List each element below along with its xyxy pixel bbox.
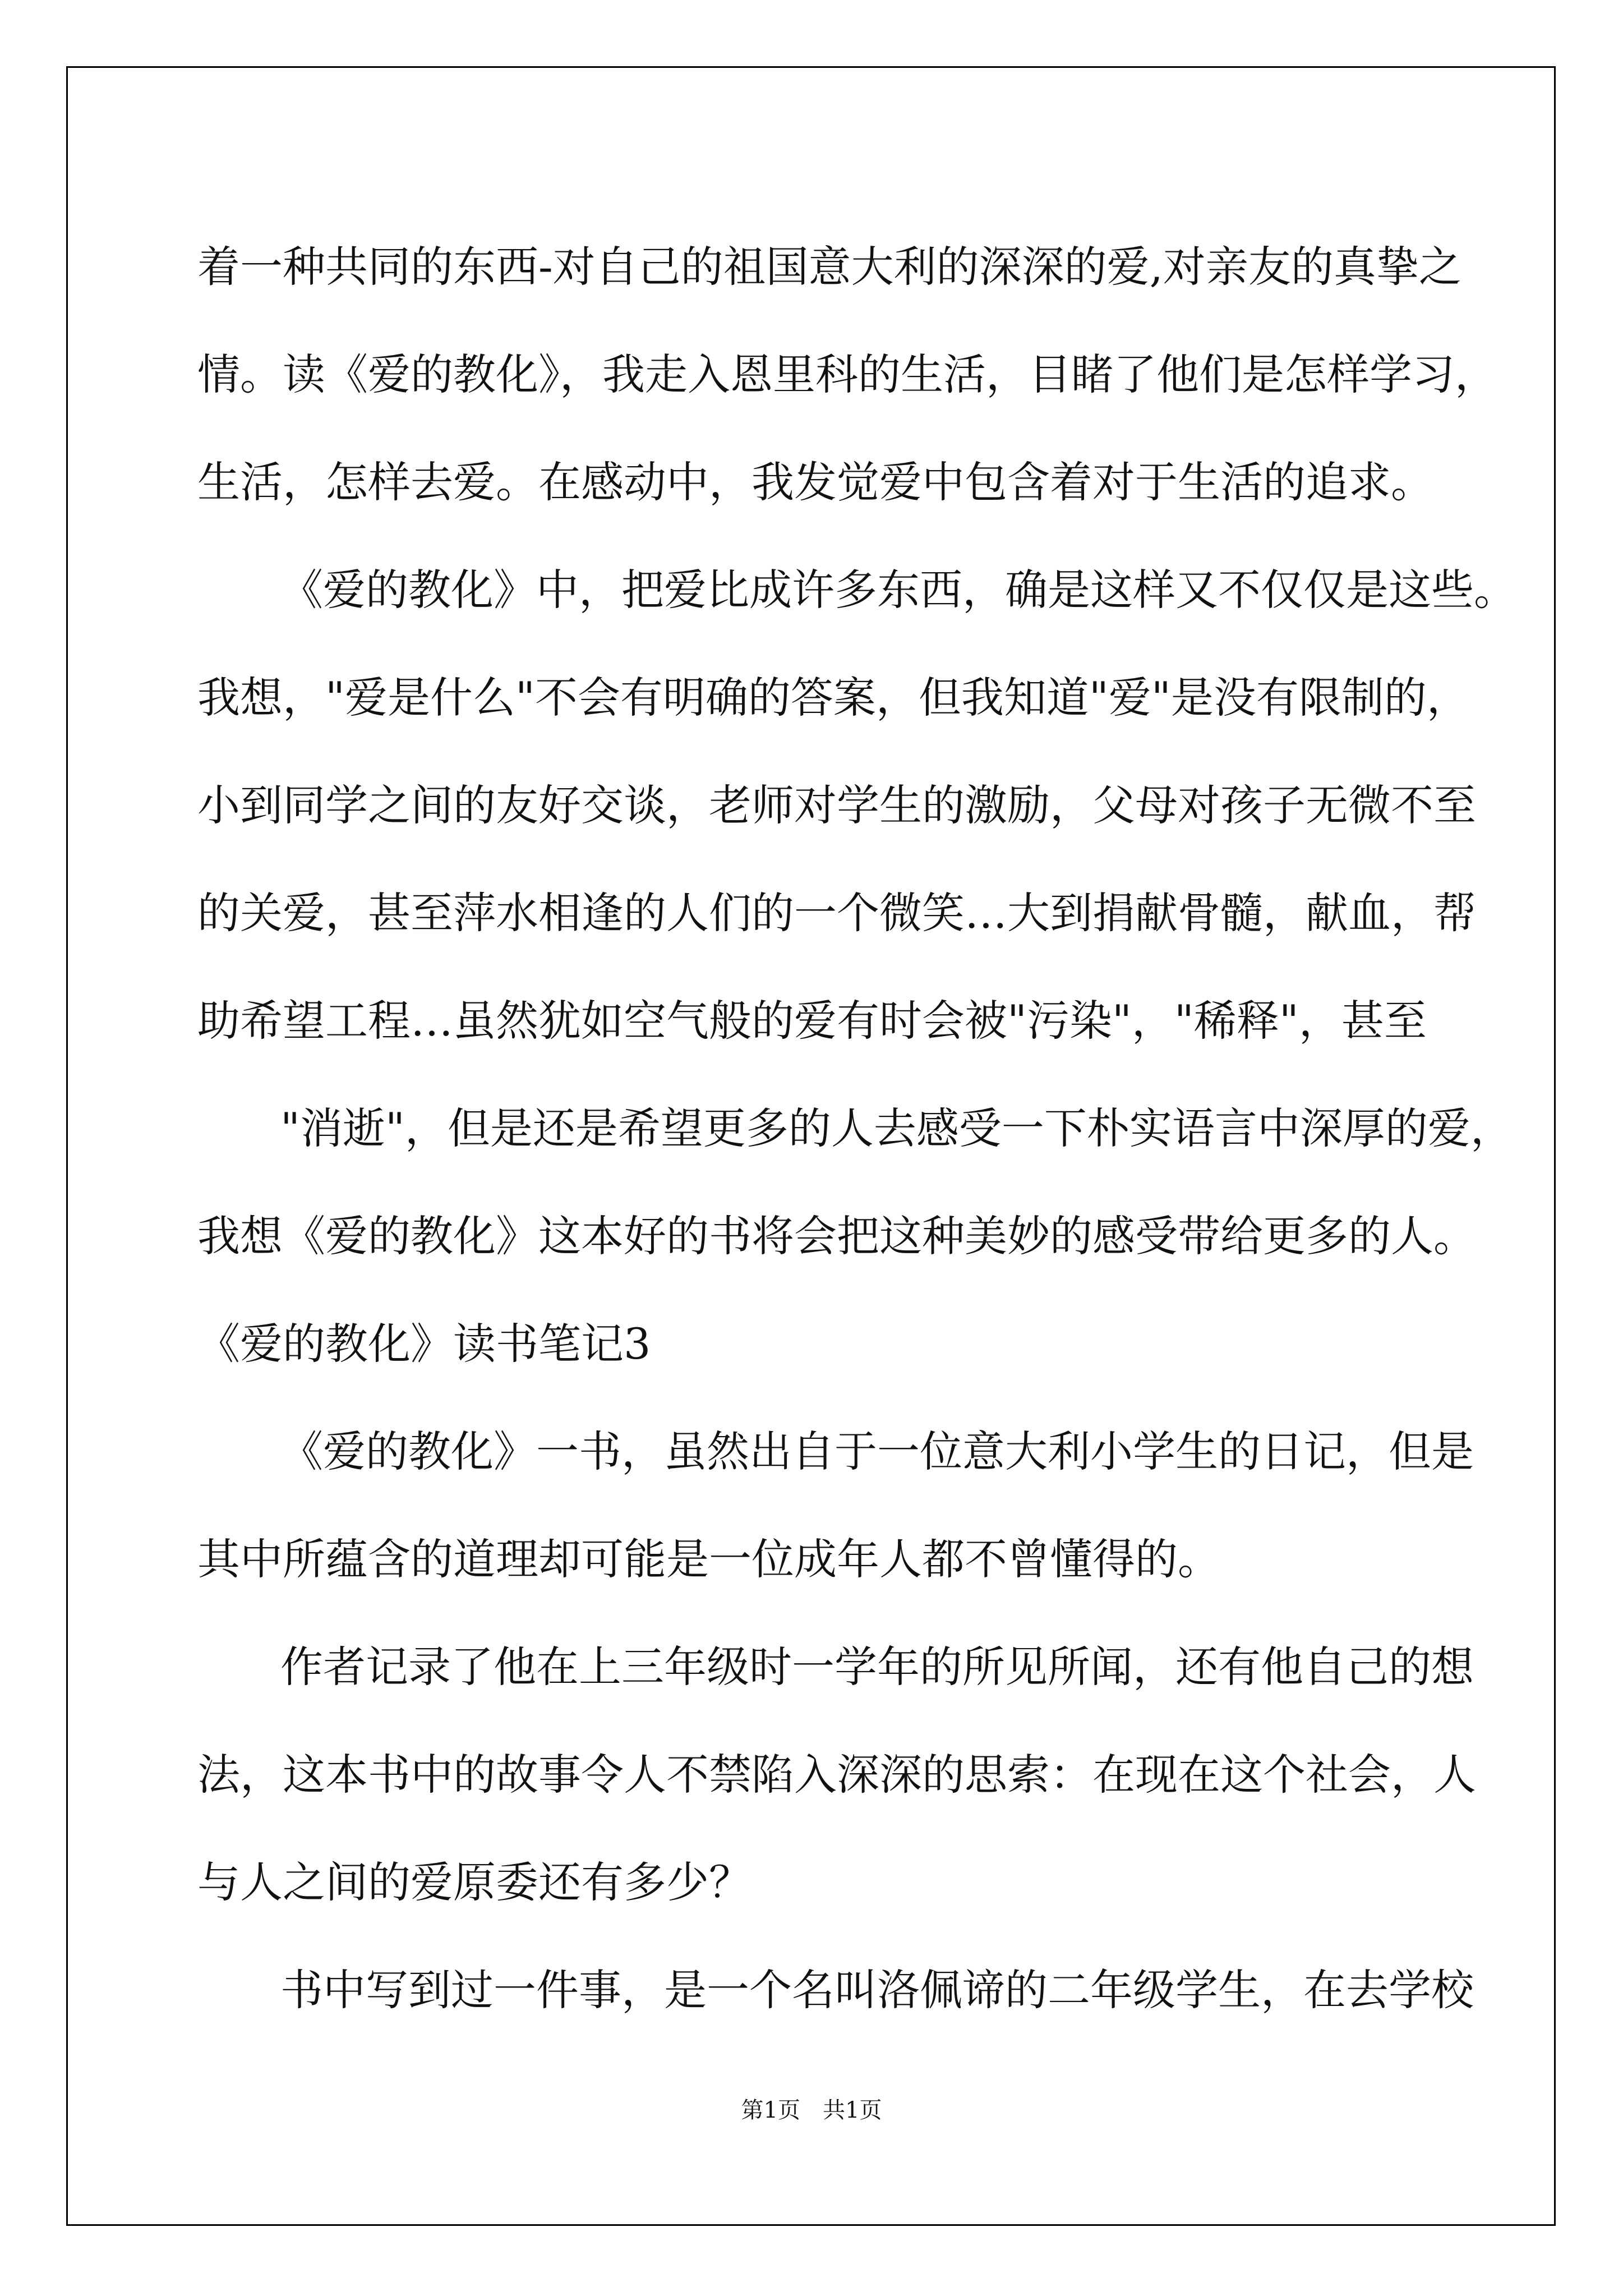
text-line: 我想《爱的教化》这本好的书将会把这种美妙的感受带给更多的人。 (197, 1211, 1476, 1261)
text-line: 着一种共同的东西-对自己的祖国意大利的深深的爱,对亲友的真挚之 (197, 242, 1461, 292)
text-line: 助希望工程…虽然犹如空气般的爱有时会被"污染"，"稀释"，甚至 (197, 996, 1427, 1046)
text-line: 我想，"爱是什么"不会有明确的答案，但我知道"爱"是没有限制的， (197, 673, 1469, 723)
text-line: 《爱的教化》一书，虽然出自于一位意大利小学生的日记，但是 (280, 1427, 1474, 1476)
text-line: 作者记录了他在上三年级时一学年的所见所闻，还有他自己的想 (280, 1642, 1474, 1692)
text-line: 小到同学之间的友好交谈，老师对学生的激励，父母对孩子无微不至 (197, 780, 1476, 830)
text-line: 情。读《爱的教化》，我走入恩里科的生活，目睹了他们是怎样学习， (197, 349, 1497, 399)
text-line: 的关爱，甚至萍水相逢的人们的一个微笑…大到捐献骨髓，献血，帮 (197, 888, 1476, 938)
text-line: 《爱的教化》中，把爱比成许多东西，确是这样又不仅仅是这些。 (280, 565, 1516, 615)
text-line: "消逝"，但是还是希望更多的人去感受一下朴实语言中深厚的爱， (280, 1103, 1513, 1153)
text-line: 《爱的教化》读书笔记3 (197, 1319, 651, 1369)
text-line: 法，这本书中的故事令人不禁陷入深深的思索：在现在这个社会，人 (197, 1750, 1476, 1800)
text-line: 生活，怎样去爱。在感动中，我发觉爱中包含着对于生活的追求。 (197, 457, 1433, 507)
page-number: 第1页 (741, 2097, 800, 2123)
text-line: 书中写到过一件事，是一个名叫洛佩谛的二年级学生，在去学校 (280, 1965, 1474, 2015)
document-body (197, 213, 1516, 2044)
page-footer (0, 2092, 1623, 2124)
text-line: 与人之间的爱原委还有多少？ (197, 1857, 751, 1907)
page-total: 共1页 (823, 2097, 882, 2123)
text-line: 其中所蕴含的道理却可能是一位成年人都不曾懂得的。 (197, 1534, 1220, 1584)
